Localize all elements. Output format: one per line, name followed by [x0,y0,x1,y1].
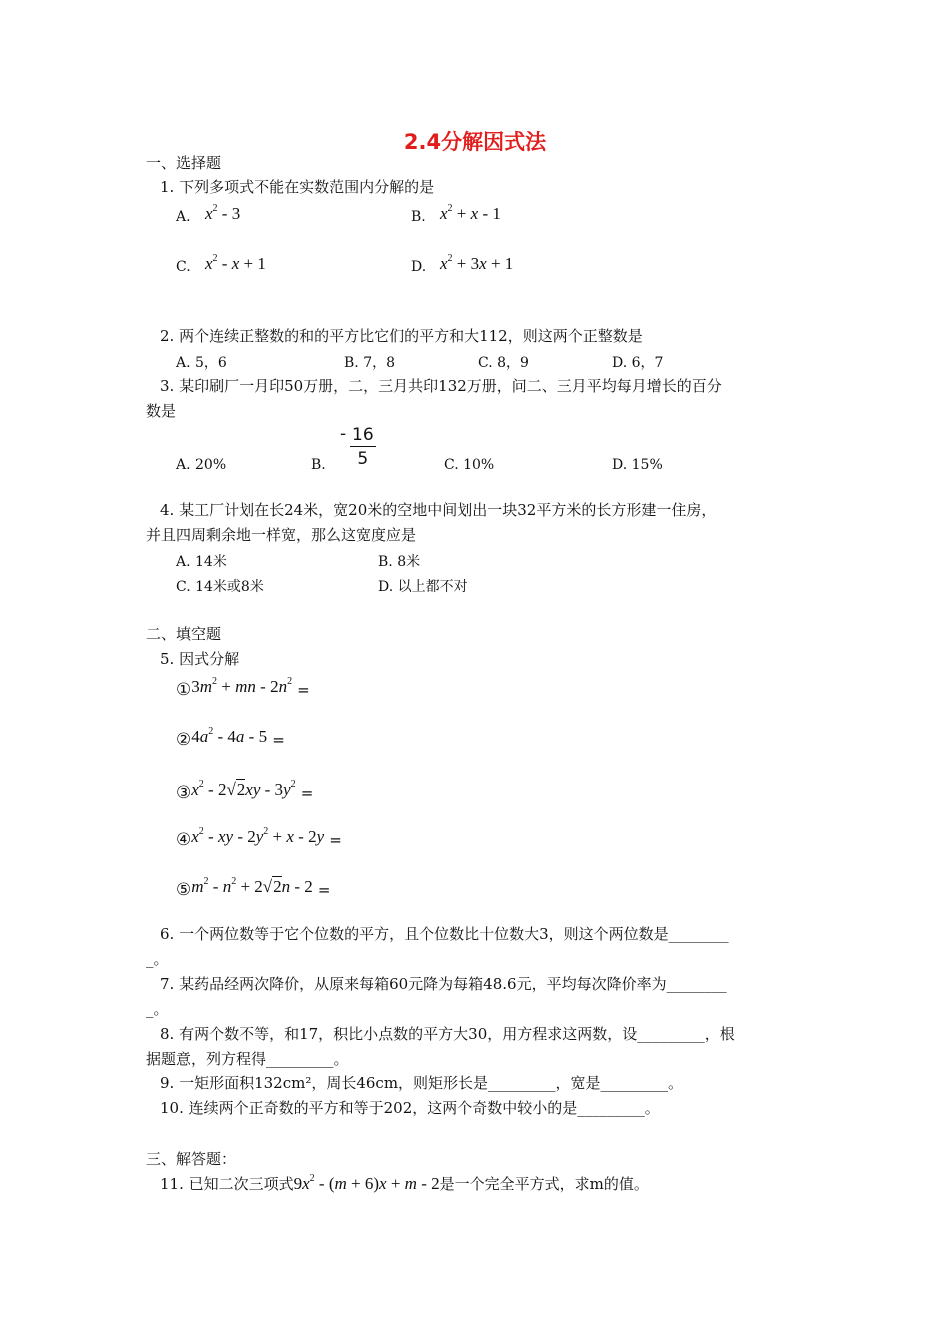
page-title: 2.4分解因式法 [403,130,547,154]
q3-option-d: D. 15% [612,457,663,473]
q3-option-a: A. 20% [176,457,227,473]
circled-number: ④ [176,830,192,850]
equals-sign: = [300,784,314,802]
q1-option-d-expr: $x^2 + 3x + 1$ [440,253,514,273]
question-10: 10. 连续两个正奇数的平方和等于202，这两个奇数中较小的是_________。 [160,1099,660,1117]
question-7-line2: _。 [146,1000,169,1018]
q1-option-a-label: A. [176,209,191,225]
question-7-line1: 7. 某药品经两次降价，从原来每箱60元降为每箱48.6元，平均每次降价率为________ [160,975,727,993]
question-5-stem: 5. 因式分解 [160,650,240,668]
question-3-stem-line2: 数是 [146,402,177,420]
question-4-stem-line2: 并且四周剩余地一样宽，那么这宽度应是 [146,526,417,544]
q3-option-b-label: B. [311,457,326,473]
circled-number: ③ [176,783,192,803]
question-1-stem: 1. 下列多项式不能在实数范围内分解的是 [160,178,435,196]
q1-option-d-label: D. [411,259,427,275]
q4-option-b: B. 8米 [378,554,421,570]
equals-sign: = [317,881,331,899]
q5-item-1: $①3m^2$ + mn - $2n^2$ = [176,676,310,700]
question-2-stem: 2. 两个连续正整数的和的平方比它们的平方和大112，则这两个正整数是 [160,327,643,345]
q4-option-d: D. 以上都不对 [378,579,468,595]
q1-option-a-expr: $x^2 - 3$ [205,203,241,223]
question-4-stem-line1: 4. 某工厂计划在长24米，宽20米的空地中间划出一块32平方米的长方形建一住房， [160,501,717,519]
q5-item-4: $④x^2$ - xy - $2y^2 + x - 2y$ = [176,826,342,850]
question-11-post: 是一个完全平方式，求m的值。 [439,1175,649,1193]
question-9: 9. 一矩形面积132cm²，周长46cm，则矩形长是_________，宽是_________。 [160,1074,684,1092]
question-11-expr: $9x^2 - (m + 6)x + m - 2$ [293,1173,440,1193]
q2-option-c: C. 8，9 [478,355,529,371]
section-heading-solve: 三、解答题： [146,1150,237,1168]
question-11-pre: 11. 已知二次三项式 [160,1175,294,1193]
section-heading-fill: 二、填空题 [146,625,222,643]
circled-number: ⑤ [176,880,192,900]
fraction-denominator: 5 [357,449,369,469]
question-8-line2: 据题意，列方程得_________。 [146,1050,349,1068]
q4-option-c: C. 14米或8米 [176,579,264,595]
q1-option-c-label: C. [176,259,191,275]
circled-number: ② [176,730,192,750]
q4-option-a: A. 14米 [176,554,227,570]
fraction-numerator: 16 [352,425,374,445]
q2-option-a: A. 5，6 [176,355,227,371]
q2-option-b: B. 7，8 [344,355,396,371]
equals-sign: = [329,831,342,849]
q3-option-b-fraction [350,424,376,471]
question-6-line1: 6. 一个两位数等于它个位数的平方，且个位数比十位数大3，则这个两位数是________ [160,925,729,943]
circled-number: ① [176,680,192,700]
q1-option-c-expr: $x^2 - x + 1$ [205,253,266,273]
q2-option-d: D. 6，7 [612,355,664,371]
equals-sign: = [297,681,310,699]
question-11 [160,1173,649,1194]
section-heading-choice: 一、选择题 [146,154,222,172]
question-8-line1: 8. 有两个数不等，和17，积比小点数的平方大30，用方程求这两数，设_________，根 [160,1025,735,1043]
q3-option-b-sign: - [340,424,347,444]
q1-option-b-label: B. [411,209,426,225]
question-6-line2: _。 [146,950,169,968]
q5-item-5: $⑤m^2 - n^2 + 2√2n - 2$ = [176,876,331,900]
q5-item-2: $②4a^2 - 4a - 5$ = [176,726,285,750]
q3-option-c: C. 10% [444,457,495,473]
equals-sign: = [272,731,285,749]
q1-option-b-expr: $x^2 + x - 1$ [440,203,501,223]
question-3-stem-line1: 3. 某印刷厂一月印50万册，二，三月共印132万册，问二、三月平均每月增长的百分 [160,377,722,395]
q5-item-3: $③x^2 - 2√2xy - 3y^2$ = [176,779,314,803]
